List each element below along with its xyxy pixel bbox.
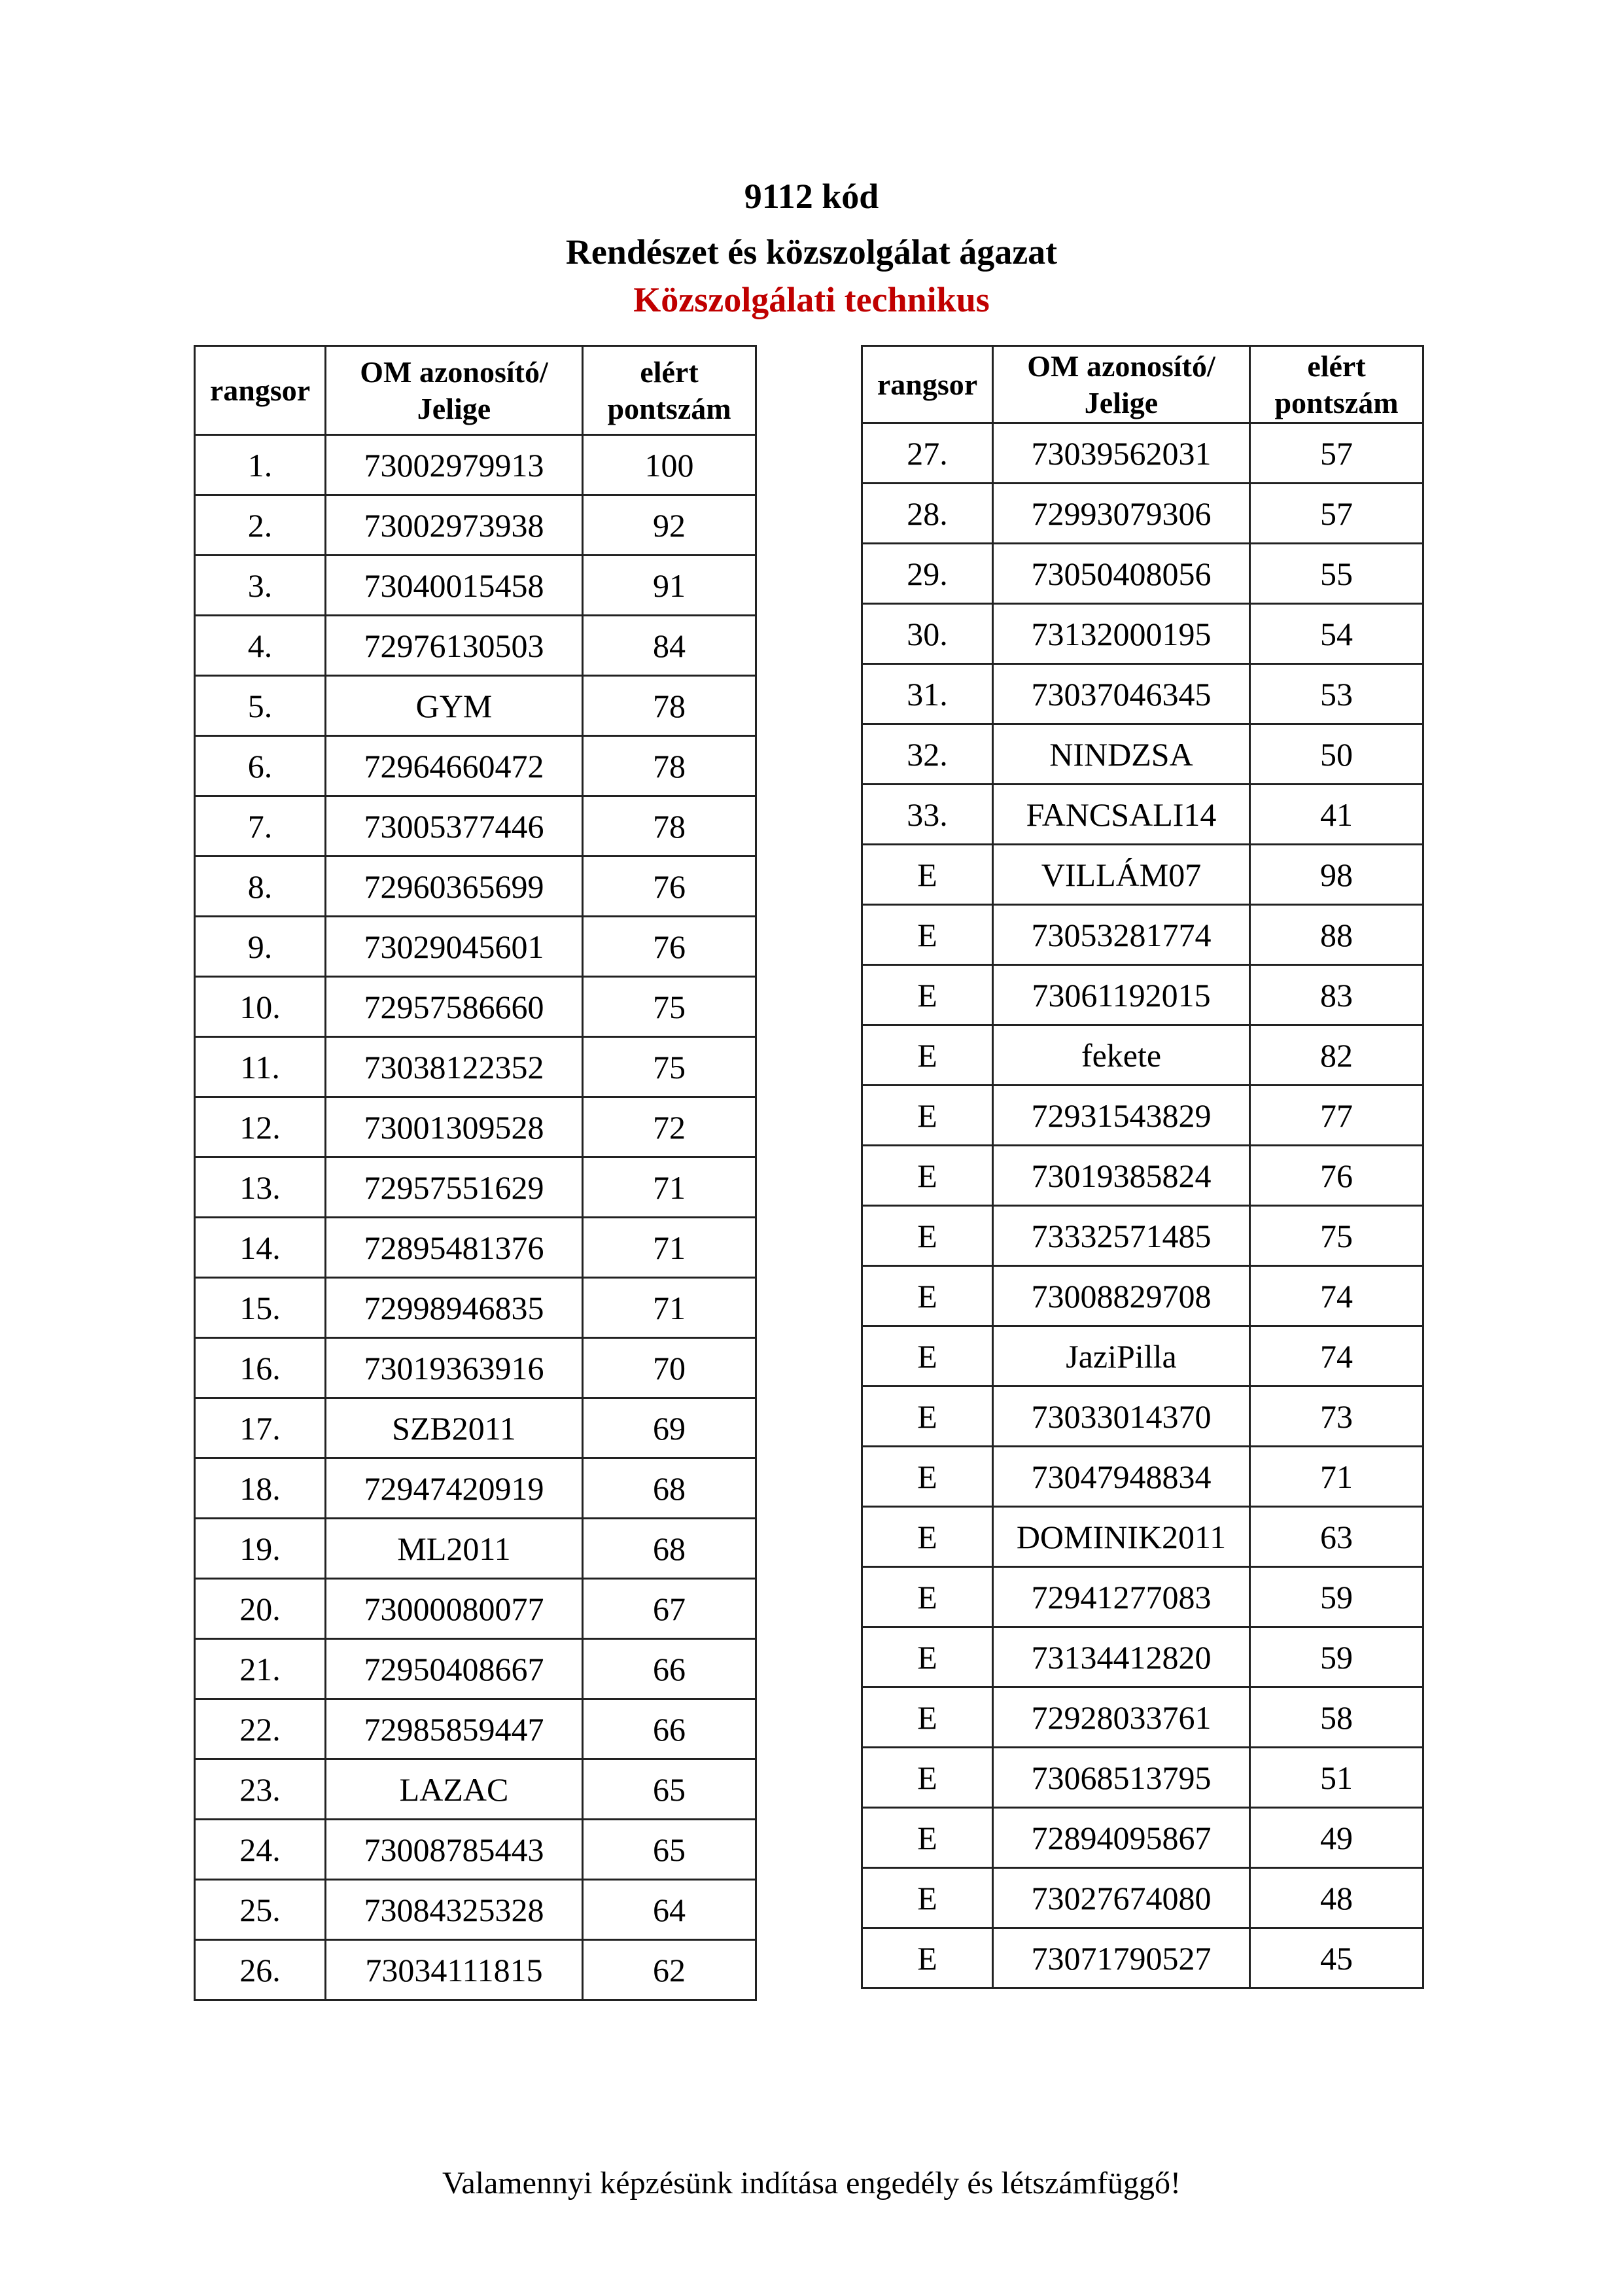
cell-score: 64 xyxy=(583,1880,756,1940)
cell-score: 48 xyxy=(1250,1868,1423,1928)
column-header-score: elért pontszám xyxy=(1250,346,1423,423)
table-row xyxy=(195,676,756,736)
sector-title: Rendészet és közszolgálat ágazat xyxy=(565,232,1058,272)
cell-id: 73001309528 xyxy=(326,1097,583,1157)
cell-id: 72957551629 xyxy=(326,1157,583,1218)
cell-id: 72960365699 xyxy=(326,857,583,917)
cell-id: 72941277083 xyxy=(993,1567,1250,1627)
cell-rank: E xyxy=(862,1086,993,1146)
table-row xyxy=(862,724,1423,785)
table-row xyxy=(195,1699,756,1759)
cell-id: 73034111815 xyxy=(326,1940,583,2000)
ranking-table-right xyxy=(861,345,1424,1989)
cell-score: 57 xyxy=(1250,423,1423,484)
cell-id: 72957586660 xyxy=(326,977,583,1037)
cell-score: 100 xyxy=(583,435,756,495)
table-row xyxy=(862,965,1423,1025)
cell-id: 72895481376 xyxy=(326,1218,583,1278)
cell-rank: 1. xyxy=(195,435,326,495)
table-row xyxy=(862,905,1423,965)
cell-id: LAZAC xyxy=(326,1759,583,1820)
cell-score: 71 xyxy=(1250,1447,1423,1507)
cell-rank: 4. xyxy=(195,616,326,676)
table-row xyxy=(862,1567,1423,1627)
table-row xyxy=(862,423,1423,484)
cell-score: 91 xyxy=(583,556,756,616)
cell-rank: 15. xyxy=(195,1278,326,1338)
cell-score: 76 xyxy=(583,917,756,977)
table-row xyxy=(195,857,756,917)
cell-score: 75 xyxy=(583,977,756,1037)
cell-rank: 7. xyxy=(195,796,326,857)
cell-rank: 32. xyxy=(862,724,993,785)
cell-id: GYM xyxy=(326,676,583,736)
table-row xyxy=(862,1206,1423,1266)
cell-rank: E xyxy=(862,1025,993,1086)
table-row xyxy=(195,1519,756,1579)
cell-rank: 29. xyxy=(862,544,993,604)
cell-score: 62 xyxy=(583,1940,756,2000)
cell-id: 73050408056 xyxy=(993,544,1250,604)
cell-rank: E xyxy=(862,905,993,965)
table-row xyxy=(862,1748,1423,1808)
table-row xyxy=(195,556,756,616)
document-code: 9112 kód xyxy=(744,177,879,216)
cell-score: 63 xyxy=(1250,1507,1423,1567)
cell-id: 73037046345 xyxy=(993,664,1250,724)
table-row xyxy=(195,1820,756,1880)
table-row xyxy=(862,1507,1423,1567)
cell-score: 71 xyxy=(583,1278,756,1338)
cell-rank: E xyxy=(862,1507,993,1567)
cell-rank: 2. xyxy=(195,495,326,556)
cell-rank: E xyxy=(862,1928,993,1988)
cell-id: fekete xyxy=(993,1025,1250,1086)
table-row xyxy=(862,1808,1423,1868)
cell-score: 45 xyxy=(1250,1928,1423,1988)
cell-id: 73132000195 xyxy=(993,604,1250,664)
table-row xyxy=(195,1157,756,1218)
cell-score: 68 xyxy=(583,1458,756,1519)
cell-id: 73000080077 xyxy=(326,1579,583,1639)
cell-score: 49 xyxy=(1250,1808,1423,1868)
cell-rank: 11. xyxy=(195,1037,326,1097)
cell-rank: E xyxy=(862,1326,993,1386)
column-header-rank: rangsor xyxy=(862,346,993,423)
table-row xyxy=(195,495,756,556)
table-row xyxy=(862,785,1423,845)
table-row xyxy=(862,1086,1423,1146)
cell-score: 78 xyxy=(583,796,756,857)
cell-id: 73134412820 xyxy=(993,1627,1250,1687)
cell-rank: 26. xyxy=(195,1940,326,2000)
cell-rank: 5. xyxy=(195,676,326,736)
cell-id: 73071790527 xyxy=(993,1928,1250,1988)
cell-score: 88 xyxy=(1250,905,1423,965)
table-row xyxy=(195,1037,756,1097)
table-row xyxy=(862,1868,1423,1928)
cell-rank: 28. xyxy=(862,484,993,544)
cell-id: 72998946835 xyxy=(326,1278,583,1338)
cell-rank: E xyxy=(862,1627,993,1687)
cell-rank: 17. xyxy=(195,1398,326,1458)
cell-id: 72947420919 xyxy=(326,1458,583,1519)
cell-id: 73053281774 xyxy=(993,905,1250,965)
cell-rank: 24. xyxy=(195,1820,326,1880)
cell-score: 83 xyxy=(1250,965,1423,1025)
cell-score: 59 xyxy=(1250,1627,1423,1687)
cell-rank: E xyxy=(862,965,993,1025)
table-row xyxy=(862,1326,1423,1386)
cell-rank: 22. xyxy=(195,1699,326,1759)
cell-rank: 9. xyxy=(195,917,326,977)
cell-score: 53 xyxy=(1250,664,1423,724)
cell-score: 72 xyxy=(583,1097,756,1157)
table-row xyxy=(195,1579,756,1639)
cell-score: 92 xyxy=(583,495,756,556)
cell-rank: 31. xyxy=(862,664,993,724)
cell-rank: E xyxy=(862,1206,993,1266)
cell-id: NINDZSA xyxy=(993,724,1250,785)
table-row xyxy=(195,1218,756,1278)
cell-rank: E xyxy=(862,1567,993,1627)
table-row xyxy=(195,1398,756,1458)
cell-id: 73038122352 xyxy=(326,1037,583,1097)
cell-score: 82 xyxy=(1250,1025,1423,1086)
cell-score: 71 xyxy=(583,1157,756,1218)
cell-id: 72985859447 xyxy=(326,1699,583,1759)
table-row xyxy=(195,1639,756,1699)
table-row xyxy=(862,484,1423,544)
table-row xyxy=(862,1687,1423,1748)
cell-score: 74 xyxy=(1250,1326,1423,1386)
table-row xyxy=(195,1278,756,1338)
footer-note: Valamennyi képzésünk indítása engedély és létszámfüggő! xyxy=(442,2166,1181,2200)
cell-score: 75 xyxy=(583,1037,756,1097)
cell-score: 73 xyxy=(1250,1386,1423,1447)
cell-rank: 25. xyxy=(195,1880,326,1940)
cell-score: 50 xyxy=(1250,724,1423,785)
cell-id: 72950408667 xyxy=(326,1639,583,1699)
cell-rank: 27. xyxy=(862,423,993,484)
cell-score: 78 xyxy=(583,736,756,796)
cell-id: 73008829708 xyxy=(993,1266,1250,1326)
cell-id: 73039562031 xyxy=(993,423,1250,484)
cell-id: 72928033761 xyxy=(993,1687,1250,1748)
cell-score: 70 xyxy=(583,1338,756,1398)
cell-id: 73019385824 xyxy=(993,1146,1250,1206)
cell-id: 73029045601 xyxy=(326,917,583,977)
table-row xyxy=(195,917,756,977)
cell-id: JaziPilla xyxy=(993,1326,1250,1386)
cell-score: 66 xyxy=(583,1699,756,1759)
cell-rank: 19. xyxy=(195,1519,326,1579)
cell-rank: 30. xyxy=(862,604,993,664)
cell-score: 58 xyxy=(1250,1687,1423,1748)
cell-score: 67 xyxy=(583,1579,756,1639)
cell-score: 84 xyxy=(583,616,756,676)
cell-rank: 20. xyxy=(195,1579,326,1639)
cell-score: 71 xyxy=(583,1218,756,1278)
cell-rank: 16. xyxy=(195,1338,326,1398)
table-header-row xyxy=(195,346,756,435)
table-row xyxy=(195,1940,756,2000)
table-row xyxy=(195,616,756,676)
cell-rank: 3. xyxy=(195,556,326,616)
column-header-score: elért pontszám xyxy=(583,346,756,435)
cell-id: 73002979913 xyxy=(326,435,583,495)
cell-id: 73047948834 xyxy=(993,1447,1250,1507)
cell-score: 68 xyxy=(583,1519,756,1579)
cell-id: VILLÁM07 xyxy=(993,845,1250,905)
table-row xyxy=(195,1097,756,1157)
table-row xyxy=(195,1880,756,1940)
cell-rank: 13. xyxy=(195,1157,326,1218)
table-row xyxy=(862,1266,1423,1326)
table-header-row xyxy=(862,346,1423,423)
cell-id: 73084325328 xyxy=(326,1880,583,1940)
cell-id: 73008785443 xyxy=(326,1820,583,1880)
cell-rank: 6. xyxy=(195,736,326,796)
cell-rank: 33. xyxy=(862,785,993,845)
cell-rank: E xyxy=(862,1748,993,1808)
table-row xyxy=(195,435,756,495)
cell-score: 51 xyxy=(1250,1748,1423,1808)
table-row xyxy=(195,796,756,857)
cell-score: 77 xyxy=(1250,1086,1423,1146)
cell-score: 76 xyxy=(583,857,756,917)
table-row xyxy=(862,604,1423,664)
cell-id: 72931543829 xyxy=(993,1086,1250,1146)
cell-score: 57 xyxy=(1250,484,1423,544)
cell-score: 69 xyxy=(583,1398,756,1458)
cell-id: FANCSALI14 xyxy=(993,785,1250,845)
cell-score: 98 xyxy=(1250,845,1423,905)
table-row xyxy=(862,1627,1423,1687)
cell-id: 72964660472 xyxy=(326,736,583,796)
cell-id: 73002973938 xyxy=(326,495,583,556)
cell-id: ML2011 xyxy=(326,1519,583,1579)
cell-id: 73068513795 xyxy=(993,1748,1250,1808)
cell-rank: 23. xyxy=(195,1759,326,1820)
cell-id: DOMINIK2011 xyxy=(993,1507,1250,1567)
table-row xyxy=(862,1928,1423,1988)
table-row xyxy=(862,544,1423,604)
cell-rank: E xyxy=(862,845,993,905)
cell-rank: E xyxy=(862,1687,993,1748)
cell-score: 75 xyxy=(1250,1206,1423,1266)
cell-id: 72993079306 xyxy=(993,484,1250,544)
cell-rank: 14. xyxy=(195,1218,326,1278)
cell-id: 73027674080 xyxy=(993,1868,1250,1928)
cell-id: 73005377446 xyxy=(326,796,583,857)
profession-title: Közszolgálati technikus xyxy=(633,280,990,319)
cell-id: 73033014370 xyxy=(993,1386,1250,1447)
cell-score: 65 xyxy=(583,1759,756,1820)
table-row xyxy=(862,1025,1423,1086)
table-row xyxy=(862,845,1423,905)
cell-rank: E xyxy=(862,1868,993,1928)
cell-id: 73332571485 xyxy=(993,1206,1250,1266)
cell-id: 73019363916 xyxy=(326,1338,583,1398)
cell-rank: 21. xyxy=(195,1639,326,1699)
cell-rank: 12. xyxy=(195,1097,326,1157)
cell-score: 55 xyxy=(1250,544,1423,604)
cell-score: 66 xyxy=(583,1639,756,1699)
cell-id: 72894095867 xyxy=(993,1808,1250,1868)
cell-score: 65 xyxy=(583,1820,756,1880)
column-header-rank: rangsor xyxy=(195,346,326,435)
cell-rank: E xyxy=(862,1386,993,1447)
cell-rank: E xyxy=(862,1146,993,1206)
column-header-id: OM azonosító/ Jelige xyxy=(326,346,583,435)
cell-rank: E xyxy=(862,1808,993,1868)
table-row xyxy=(195,1759,756,1820)
cell-rank: 10. xyxy=(195,977,326,1037)
cell-score: 54 xyxy=(1250,604,1423,664)
table-row xyxy=(195,736,756,796)
cell-id: 72976130503 xyxy=(326,616,583,676)
column-header-id: OM azonosító/ Jelige xyxy=(993,346,1250,423)
cell-id: 73040015458 xyxy=(326,556,583,616)
cell-score: 74 xyxy=(1250,1266,1423,1326)
cell-score: 59 xyxy=(1250,1567,1423,1627)
cell-rank: E xyxy=(862,1266,993,1326)
table-row xyxy=(862,1447,1423,1507)
table-row xyxy=(195,1338,756,1398)
table-row xyxy=(862,664,1423,724)
table-row xyxy=(862,1386,1423,1447)
ranking-table-left xyxy=(194,345,757,2001)
cell-score: 41 xyxy=(1250,785,1423,845)
cell-rank: 8. xyxy=(195,857,326,917)
cell-rank: 18. xyxy=(195,1458,326,1519)
table-row xyxy=(195,1458,756,1519)
table-row xyxy=(195,977,756,1037)
cell-rank: E xyxy=(862,1447,993,1507)
cell-id: 73061192015 xyxy=(993,965,1250,1025)
cell-score: 78 xyxy=(583,676,756,736)
cell-score: 76 xyxy=(1250,1146,1423,1206)
table-row xyxy=(862,1146,1423,1206)
cell-id: SZB2011 xyxy=(326,1398,583,1458)
